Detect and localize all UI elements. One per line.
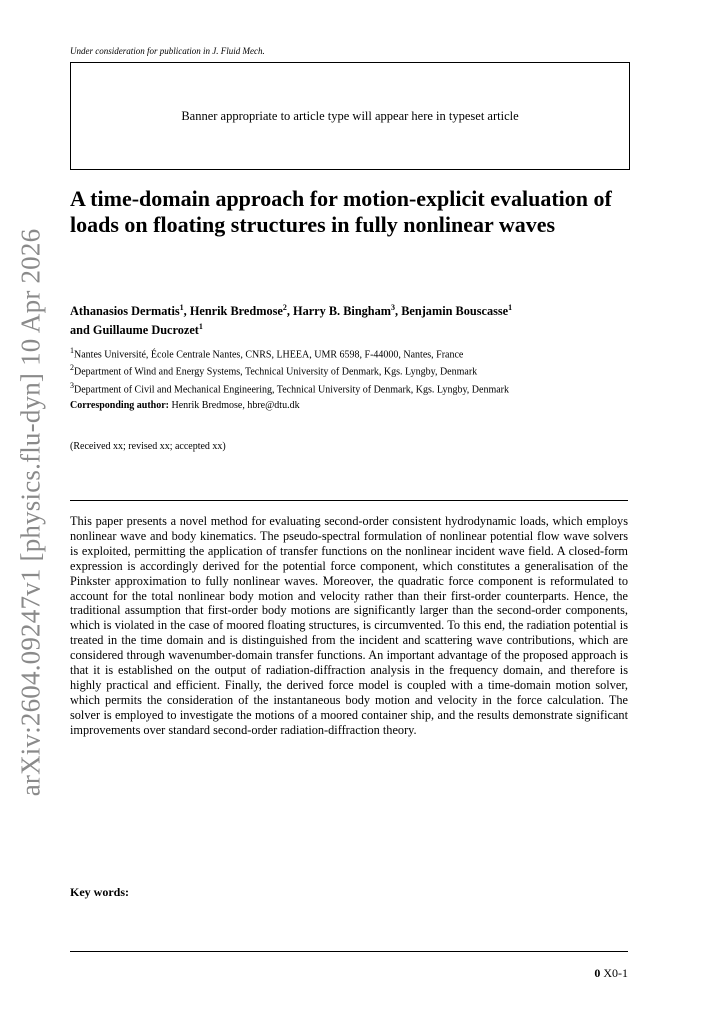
abstract-text: This paper presents a novel method for evaluating second-order consistent hydrodynamic loads, which employs nonlinear wave and body kinematics. The pseudo-spectral formulation of nonlinear potential flow wave solvers is exploited, permitting the application of transfer functions on the nonlinear incident wave field. A closed-form expression is accordingly derived for the potential force component, which constitutes a generalisation of the Pinkster approximation to fully nonlinear waves. Moreover, the quadratic force component is reformulated to account for the total nonlinear body motion and velocity rather than their first-order counterparts. Hence, the traditional assumption that first-order body motions are significantly larger than the second-order components, which is violated in the case of moored floating structures, is circumvented. To this end, the radiation potential is treated in the time domain and is distinguished from the incident and scattering wave contributions, which are considered through wavenumber-domain transfer functions. An important advantage of the proposed approach is that it is established on the output of radiation-diffraction analysis in the frequency domain, and therefore is highly practical and efficient. Finally, the derived force model is coupled with a time-domain motion solver, which permits the consideration of the instantaneous body motion and velocity in the force calculation. The solver is employed to investigate the motions of a moored container ship, and the results demonstrate significant improvements over standard second-order radiation-diffraction theory. — [70, 514, 628, 737]
author-affil-mark: 3 — [391, 303, 396, 312]
affiliations — [70, 344, 630, 412]
footer-rule — [70, 951, 628, 952]
author-name: Athanasios Dermatis — [70, 304, 180, 319]
paper-title: A time-domain approach for motion-explicit evaluation of loads on floating structures in fully nonlinear waves — [70, 186, 612, 237]
page-number-bold: 0 — [594, 966, 601, 980]
corresponding-label: Corresponding author: — [70, 399, 169, 411]
page-footer — [594, 966, 628, 981]
corresponding-author — [70, 399, 630, 412]
arxiv-sidebar — [8, 182, 54, 842]
author-name: Henrik Bredmose — [189, 304, 283, 319]
affiliation-item: $^2$Department of Wind and Energy Systems, Technical University of Denmark, Kgs. Lyngby, Denmark — [70, 363, 478, 378]
journal-note: Under consideration for publication in J. Fluid Mech. — [70, 46, 265, 56]
author-affil-mark: 1 — [508, 303, 513, 312]
arxiv-identifier: arXiv:2604.09247v1 [physics.flu-dyn] 10 Apr 2026 — [15, 228, 46, 796]
banner-text: Banner appropriate to article type will appear here in typeset article — [181, 108, 519, 123]
author-affil-mark: 2 — [282, 303, 287, 312]
author-affil-mark: 1 — [198, 322, 203, 332]
article-banner — [70, 62, 630, 170]
author-name: Benjamin Bouscasse — [401, 304, 509, 319]
abstract-top-rule — [70, 500, 628, 501]
author-list: Athanasios Dermatis$^1$, Henrik Bredmose$^2$, Harry B. Bingham$^3$, Benjamin Bouscasse$^1$ and Guillaume Ducrozet$^1$ — [70, 303, 513, 338]
author-name: Harry B. Bingham — [293, 304, 392, 319]
author-name: Guillaume Ducrozet — [92, 323, 199, 338]
affiliation-item: $^1$Nantes Université, École Centrale Nantes, CNRS, LHEEA, UMR 6598, F-44000, Nantes, France — [70, 346, 464, 361]
keywords-label: Key words: — [70, 885, 129, 899]
author-affil-mark: 1 — [179, 303, 184, 312]
corresponding-contact: Henrik Bredmose, hbre@dtu.dk — [171, 399, 300, 411]
page-number: X0-1 — [603, 966, 628, 980]
affiliation-item: $^3$Department of Civil and Mechanical Engineering, Technical University of Denmark, Kgs. Lyngby, Denmark — [70, 380, 510, 395]
received-dates: (Received xx; revised xx; accepted xx) — [70, 441, 226, 452]
